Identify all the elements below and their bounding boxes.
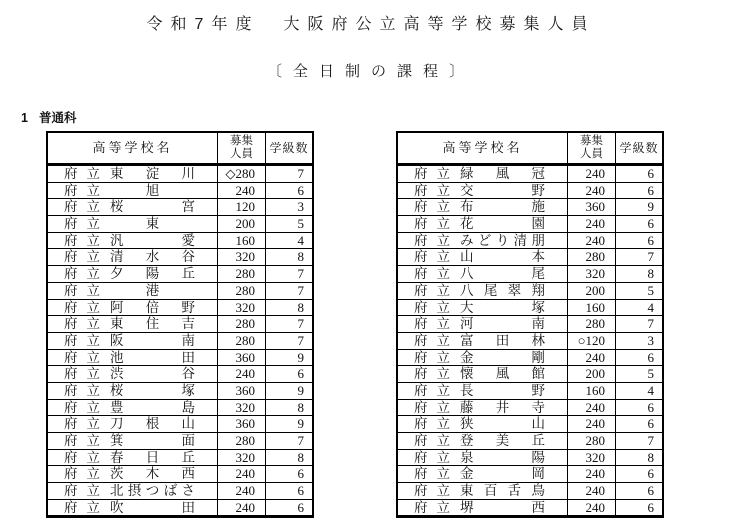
class-count-value: 7	[265, 283, 312, 299]
capacity-value: 280	[217, 316, 265, 332]
class-count-value: 6	[615, 166, 662, 182]
class-count-value: 9	[265, 383, 312, 399]
table-row	[48, 500, 312, 517]
school-name: みどり清朋	[460, 232, 545, 248]
class-count-value: 6	[615, 183, 662, 199]
school-name-cell	[398, 350, 567, 366]
table-row	[48, 483, 312, 500]
class-count-value: 5	[615, 283, 662, 299]
table-row	[398, 166, 662, 183]
capacity-value: 200	[567, 366, 615, 382]
capacity-value: 280	[567, 316, 615, 332]
table-row	[48, 216, 312, 233]
school-name-cell	[398, 166, 567, 182]
capacity-value: 240	[567, 183, 615, 199]
capacity-value: 240	[567, 233, 615, 249]
table-row	[48, 283, 312, 300]
school-name: 泉陽	[460, 449, 545, 465]
section-heading	[21, 108, 76, 126]
school-prefix: 府立	[414, 416, 459, 432]
class-count-value: 8	[265, 450, 312, 466]
table-row	[48, 316, 312, 333]
school-prefix: 府立	[414, 266, 459, 282]
table-row	[48, 166, 312, 183]
school-name: 堺西	[460, 499, 545, 515]
capacity-value: 240	[217, 500, 265, 516]
school-name: 大塚	[460, 299, 545, 315]
class-count-value: 8	[615, 266, 662, 282]
school-prefix: 府立	[64, 382, 109, 398]
school-name-cell	[48, 266, 217, 282]
school-prefix: 府立	[414, 433, 459, 448]
class-count-value: 9	[265, 416, 312, 432]
table-row	[398, 466, 662, 483]
school-prefix: 府立	[64, 433, 109, 448]
table-row	[48, 199, 312, 216]
table-row	[398, 433, 662, 450]
column-header-capacity	[217, 133, 265, 163]
class-count-value: 7	[615, 433, 662, 449]
school-name: 刀根山	[110, 416, 195, 432]
column-header-school-name: 高等学校名	[442, 140, 523, 155]
document-title: 令和7年度 大阪府公立高等学校募集人員	[146, 16, 596, 33]
capacity-value: 240	[567, 166, 615, 182]
school-name: 金剛	[460, 349, 545, 365]
school-prefix: 府立	[64, 499, 109, 515]
school-prefix: 府立	[414, 166, 459, 181]
school-name-cell	[48, 466, 217, 482]
school-name-cell	[398, 366, 567, 382]
school-name-cell	[398, 249, 567, 265]
school-prefix: 府立	[414, 366, 459, 382]
table-row	[398, 216, 662, 233]
school-name-cell	[48, 400, 217, 416]
table-row	[398, 483, 662, 500]
class-count-value: 5	[615, 366, 662, 382]
table-row	[398, 500, 662, 517]
school-name: 吹田	[110, 499, 195, 515]
class-count-value: 6	[615, 416, 662, 432]
table-row	[398, 333, 662, 350]
capacity-value: 360	[217, 350, 265, 366]
school-name: 富田林	[460, 332, 545, 348]
school-name: 登美丘	[460, 433, 545, 448]
school-name: 懐風館	[460, 366, 545, 382]
capacity-value: 160	[217, 233, 265, 249]
school-name-cell	[398, 500, 567, 516]
school-prefix: 府立	[64, 232, 109, 248]
school-name: 港	[145, 282, 160, 298]
school-name-cell	[48, 366, 217, 382]
school-name: 桜塚	[110, 382, 195, 398]
school-prefix: 府立	[414, 316, 459, 332]
class-count-value: 6	[265, 366, 312, 382]
class-count-value: 7	[265, 433, 312, 449]
table-row	[48, 183, 312, 200]
school-name-cell	[48, 166, 217, 182]
school-name: 豊島	[110, 399, 195, 415]
capacity-value: 240	[217, 466, 265, 482]
school-name-cell	[398, 400, 567, 416]
school-prefix: 府立	[64, 399, 109, 415]
school-name-cell	[398, 316, 567, 332]
table-header-row	[398, 133, 662, 166]
capacity-value: 240	[567, 466, 615, 482]
school-name-cell	[48, 500, 217, 516]
table-row	[48, 400, 312, 417]
school-prefix: 府立	[64, 299, 109, 315]
capacity-value: 280	[567, 433, 615, 449]
school-name-cell	[48, 433, 217, 449]
capacity-value: ◇280	[217, 166, 265, 182]
capacity-value: ○120	[567, 333, 615, 349]
school-name: 箕面	[110, 433, 195, 448]
school-name-cell	[48, 350, 217, 366]
column-header-class-count: 学級数	[265, 133, 312, 163]
school-name: 東淀川	[110, 166, 195, 181]
school-name: 花園	[460, 216, 545, 232]
school-prefix: 府立	[414, 332, 459, 348]
school-name: 阪南	[110, 332, 195, 348]
class-count-value: 6	[615, 350, 662, 366]
school-name-cell	[48, 383, 217, 399]
school-name: 交野	[460, 182, 545, 198]
school-prefix: 府立	[64, 483, 109, 499]
class-count-value: 9	[265, 350, 312, 366]
school-name: 東住吉	[110, 316, 195, 332]
school-name-cell	[48, 483, 217, 499]
table-row	[48, 266, 312, 283]
capacity-value: 320	[217, 450, 265, 466]
table-row	[398, 366, 662, 383]
capacity-value: 240	[567, 400, 615, 416]
school-name-cell	[48, 450, 217, 466]
school-name-cell	[48, 249, 217, 265]
table-row	[398, 316, 662, 333]
class-count-value: 6	[615, 483, 662, 499]
class-count-value: 8	[265, 300, 312, 316]
class-count-value: 9	[615, 199, 662, 215]
school-name-cell	[398, 283, 567, 299]
school-prefix: 府立	[64, 332, 109, 348]
table-row	[48, 249, 312, 266]
capacity-value: 320	[217, 249, 265, 265]
school-name: 汎愛	[110, 232, 195, 248]
capacity-value: 360	[217, 383, 265, 399]
table-row	[48, 366, 312, 383]
table-row	[48, 300, 312, 317]
capacity-value: 280	[217, 283, 265, 299]
school-name-cell	[48, 199, 217, 215]
table-row	[48, 450, 312, 467]
school-name: 渋谷	[110, 366, 195, 382]
capacity-value: 200	[217, 216, 265, 232]
school-name-cell	[48, 300, 217, 316]
class-count-value: 8	[265, 249, 312, 265]
capacity-value: 360	[217, 416, 265, 432]
school-prefix: 府立	[414, 349, 459, 365]
school-name: 池田	[110, 349, 195, 365]
table-row	[398, 183, 662, 200]
school-name: 旭	[145, 182, 160, 198]
capacity-header-line1: 募集	[230, 135, 253, 147]
school-name: 狭山	[460, 416, 545, 432]
school-prefix: 府立	[414, 466, 459, 482]
school-prefix: 府立	[64, 349, 109, 365]
table-row	[398, 199, 662, 216]
school-name-cell	[398, 266, 567, 282]
capacity-value: 120	[217, 199, 265, 215]
school-name: 春日丘	[110, 449, 195, 465]
capacity-value: 240	[567, 500, 615, 516]
school-name-cell	[398, 383, 567, 399]
school-prefix: 府立	[64, 249, 109, 265]
class-count-value: 4	[615, 300, 662, 316]
column-header-school-name: 高等学校名	[92, 140, 173, 155]
school-name-cell	[398, 416, 567, 432]
capacity-header-line2: 人員	[580, 148, 603, 160]
capacity-value: 320	[217, 400, 265, 416]
school-name: 藤井寺	[460, 399, 545, 415]
school-name-cell	[398, 216, 567, 232]
school-name: 夕陽丘	[110, 266, 195, 282]
capacity-value: 240	[567, 216, 615, 232]
school-prefix: 府立	[414, 282, 459, 298]
school-prefix: 府立	[64, 199, 109, 215]
school-prefix: 府立	[414, 382, 459, 398]
school-name-cell	[398, 199, 567, 215]
school-name: 山本	[460, 249, 545, 265]
capacity-value: 320	[217, 300, 265, 316]
school-prefix: 府立	[414, 399, 459, 415]
school-name-cell	[48, 416, 217, 432]
school-prefix: 府立	[64, 216, 109, 232]
table-row	[398, 400, 662, 417]
school-prefix: 府立	[414, 232, 459, 248]
school-prefix: 府立	[414, 182, 459, 198]
capacity-header-line2: 人員	[230, 148, 253, 160]
school-name: 茨木西	[110, 466, 195, 482]
table-header-row	[48, 133, 312, 166]
class-count-value: 8	[265, 400, 312, 416]
capacity-value: 200	[567, 283, 615, 299]
table-row	[48, 233, 312, 250]
school-name: 金岡	[460, 466, 545, 482]
school-name-cell	[398, 466, 567, 482]
class-count-value: 7	[265, 166, 312, 182]
table-row	[398, 249, 662, 266]
school-prefix: 府立	[414, 449, 459, 465]
class-count-value: 7	[615, 249, 662, 265]
table-row	[48, 383, 312, 400]
school-table-right	[396, 131, 664, 518]
capacity-value: 240	[567, 483, 615, 499]
column-header-capacity	[567, 133, 615, 163]
class-count-value: 7	[265, 333, 312, 349]
school-name-cell	[48, 283, 217, 299]
school-name: 東	[145, 216, 160, 232]
school-name-cell	[48, 183, 217, 199]
table-row	[48, 466, 312, 483]
table-row	[398, 416, 662, 433]
class-count-value: 3	[265, 199, 312, 215]
school-name: 清水谷	[110, 249, 195, 265]
table-row	[48, 333, 312, 350]
school-name-cell	[398, 483, 567, 499]
class-count-value: 8	[615, 450, 662, 466]
class-count-value: 7	[265, 266, 312, 282]
school-prefix: 府立	[64, 449, 109, 465]
capacity-value: 160	[567, 300, 615, 316]
class-count-value: 5	[265, 216, 312, 232]
table-row	[398, 350, 662, 367]
school-name: 八尾翠翔	[460, 282, 545, 298]
school-prefix: 府立	[414, 499, 459, 515]
table-row	[398, 266, 662, 283]
school-name-cell	[398, 183, 567, 199]
capacity-value: 240	[217, 483, 265, 499]
capacity-value: 240	[217, 183, 265, 199]
class-count-value: 6	[615, 500, 662, 516]
school-prefix: 府立	[414, 483, 459, 499]
class-count-value: 3	[615, 333, 662, 349]
school-name: 八尾	[460, 266, 545, 282]
document-subtitle: 〔全日制の課程〕	[266, 63, 475, 80]
capacity-value: 280	[217, 433, 265, 449]
school-prefix: 府立	[414, 299, 459, 315]
school-name: 阿倍野	[110, 299, 195, 315]
school-name-cell	[398, 233, 567, 249]
class-count-value: 6	[615, 400, 662, 416]
school-prefix: 府立	[414, 199, 459, 215]
school-name: 河南	[460, 316, 545, 332]
capacity-value: 160	[567, 383, 615, 399]
school-name: 北摂つばさ	[110, 483, 195, 499]
school-name: 東百舌鳥	[460, 483, 545, 499]
capacity-value: 320	[567, 266, 615, 282]
school-prefix: 府立	[64, 166, 109, 181]
class-count-value: 4	[265, 233, 312, 249]
school-prefix: 府立	[414, 249, 459, 265]
capacity-header-line1: 募集	[580, 135, 603, 147]
class-count-value: 7	[265, 316, 312, 332]
table-row	[398, 300, 662, 317]
column-header-class-count: 学級数	[615, 133, 662, 163]
capacity-value: 320	[567, 450, 615, 466]
school-table-left	[46, 131, 314, 518]
school-prefix: 府立	[64, 182, 109, 198]
capacity-value: 240	[567, 350, 615, 366]
class-count-value: 6	[615, 216, 662, 232]
school-prefix: 府立	[64, 466, 109, 482]
class-count-value: 7	[615, 316, 662, 332]
table-row	[48, 350, 312, 367]
capacity-value: 240	[567, 416, 615, 432]
school-prefix: 府立	[64, 266, 109, 282]
table-row	[398, 450, 662, 467]
school-name-cell	[398, 450, 567, 466]
table-row	[398, 283, 662, 300]
capacity-value: 280	[567, 249, 615, 265]
school-name: 桜宮	[110, 199, 195, 215]
class-count-value: 6	[265, 466, 312, 482]
capacity-value: 240	[217, 366, 265, 382]
class-count-value: 4	[615, 383, 662, 399]
school-name-cell	[48, 233, 217, 249]
school-prefix: 府立	[64, 416, 109, 432]
school-name-cell	[398, 333, 567, 349]
class-count-value: 6	[615, 466, 662, 482]
school-name-cell	[398, 300, 567, 316]
school-name-cell	[398, 433, 567, 449]
school-prefix: 府立	[64, 282, 109, 298]
class-count-value: 6	[615, 233, 662, 249]
table-row	[398, 233, 662, 250]
section-number: 1	[21, 111, 28, 125]
table-row	[48, 433, 312, 450]
school-name-cell	[48, 216, 217, 232]
table-row	[48, 416, 312, 433]
school-prefix: 府立	[64, 366, 109, 382]
capacity-value: 280	[217, 266, 265, 282]
class-count-value: 6	[265, 483, 312, 499]
school-name: 緑風冠	[460, 166, 545, 181]
school-prefix: 府立	[64, 316, 109, 332]
class-count-value: 6	[265, 500, 312, 516]
school-prefix: 府立	[414, 216, 459, 232]
table-row	[398, 383, 662, 400]
capacity-value: 280	[217, 333, 265, 349]
school-name: 長野	[460, 382, 545, 398]
school-name: 布施	[460, 199, 545, 215]
school-name-cell	[48, 333, 217, 349]
section-label: 普通科	[38, 111, 77, 125]
capacity-value: 360	[567, 199, 615, 215]
school-name-cell	[48, 316, 217, 332]
class-count-value: 6	[265, 183, 312, 199]
